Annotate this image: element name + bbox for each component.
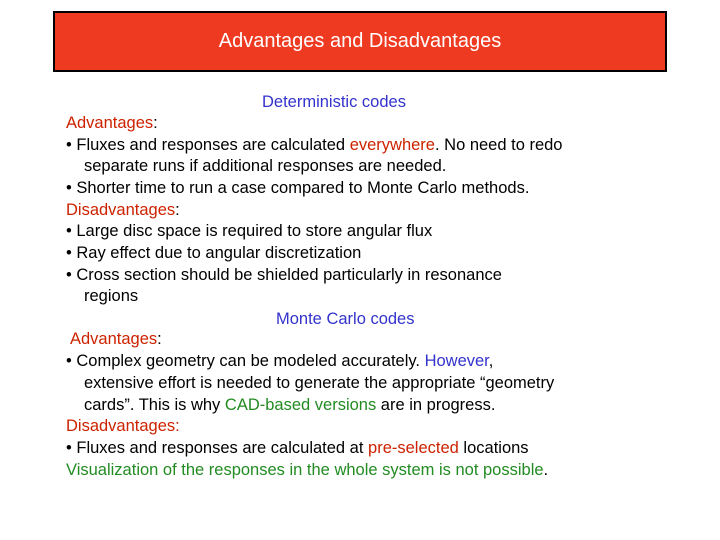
det-advantages-label: [66, 113, 158, 133]
det-adv-b1-pre: • Fluxes and responses are calculated: [66, 136, 350, 154]
mc-disadvantages-label: [66, 416, 180, 436]
mc-dis-b1-pre: • Fluxes and responses are calculated at: [66, 439, 369, 457]
mc-adv-b1-post: ,: [488, 352, 494, 370]
det-disadvantages-label: [66, 200, 180, 220]
mc-adv-bullet-1-cont1: extensive effort is needed to generate the appropriate “geometry: [84, 374, 555, 392]
det-adv-b1-highlight: everywhere: [349, 136, 435, 154]
mc-adv-cont2-pre: cards”. This is why: [84, 396, 225, 414]
mc-adv-cont2-highlight: CAD-based versions: [224, 396, 377, 414]
mc-advantages-label: [70, 329, 162, 349]
det-dis-bullet-3: • Cross section should be shielded particularly in resonance: [66, 266, 502, 284]
mc-adv-b1-pre: • Complex geometry can be modeled accurately.: [66, 352, 425, 370]
det-adv-bullet-2: • Shorter time to run a case compared to Monte Carlo methods.: [66, 179, 530, 197]
mc-dis-b1-post: locations: [458, 439, 529, 457]
mc-final-statement: [66, 460, 548, 480]
mc-adv-colon: :: [157, 330, 162, 348]
slide-title: Advantages and Disadvantages: [218, 30, 502, 52]
deterministic-heading: Deterministic codes: [262, 93, 406, 111]
det-adv-label-text: Advantages: [66, 114, 154, 132]
mc-dis-label-text: Disadvantages: [66, 417, 176, 435]
mc-dis-b1-highlight: pre-selected: [368, 439, 459, 457]
mc-adv-label-text: Advantages: [70, 330, 158, 348]
mc-adv-b1-highlight: However: [424, 352, 489, 370]
mc-final-highlight: Visualization of the responses in the whole system is not possible: [66, 461, 544, 479]
mc-adv-cont2-post: are in progress.: [376, 396, 496, 414]
mc-final-post: .: [543, 461, 549, 479]
mc-adv-bullet-1: [66, 351, 493, 371]
det-dis-label-text: Disadvantages: [66, 201, 176, 219]
det-dis-bullet-1: • Large disc space is required to store angular flux: [66, 222, 433, 240]
title-banner: [53, 11, 667, 72]
monte-carlo-heading: Monte Carlo codes: [276, 310, 415, 328]
mc-dis-bullet-1: [66, 438, 529, 458]
det-dis-bullet-3-cont: regions: [84, 287, 139, 305]
det-dis-colon: :: [175, 201, 180, 219]
det-adv-b1-post: . No need to redo: [434, 136, 563, 154]
det-dis-bullet-2: • Ray effect due to angular discretization: [66, 244, 362, 262]
det-adv-bullet-1-cont: separate runs if additional responses are needed.: [84, 157, 447, 175]
det-adv-colon: :: [153, 114, 158, 132]
det-adv-bullet-1: [66, 135, 563, 155]
mc-dis-colon: :: [175, 417, 180, 435]
mc-adv-bullet-1-cont2: [84, 395, 495, 415]
